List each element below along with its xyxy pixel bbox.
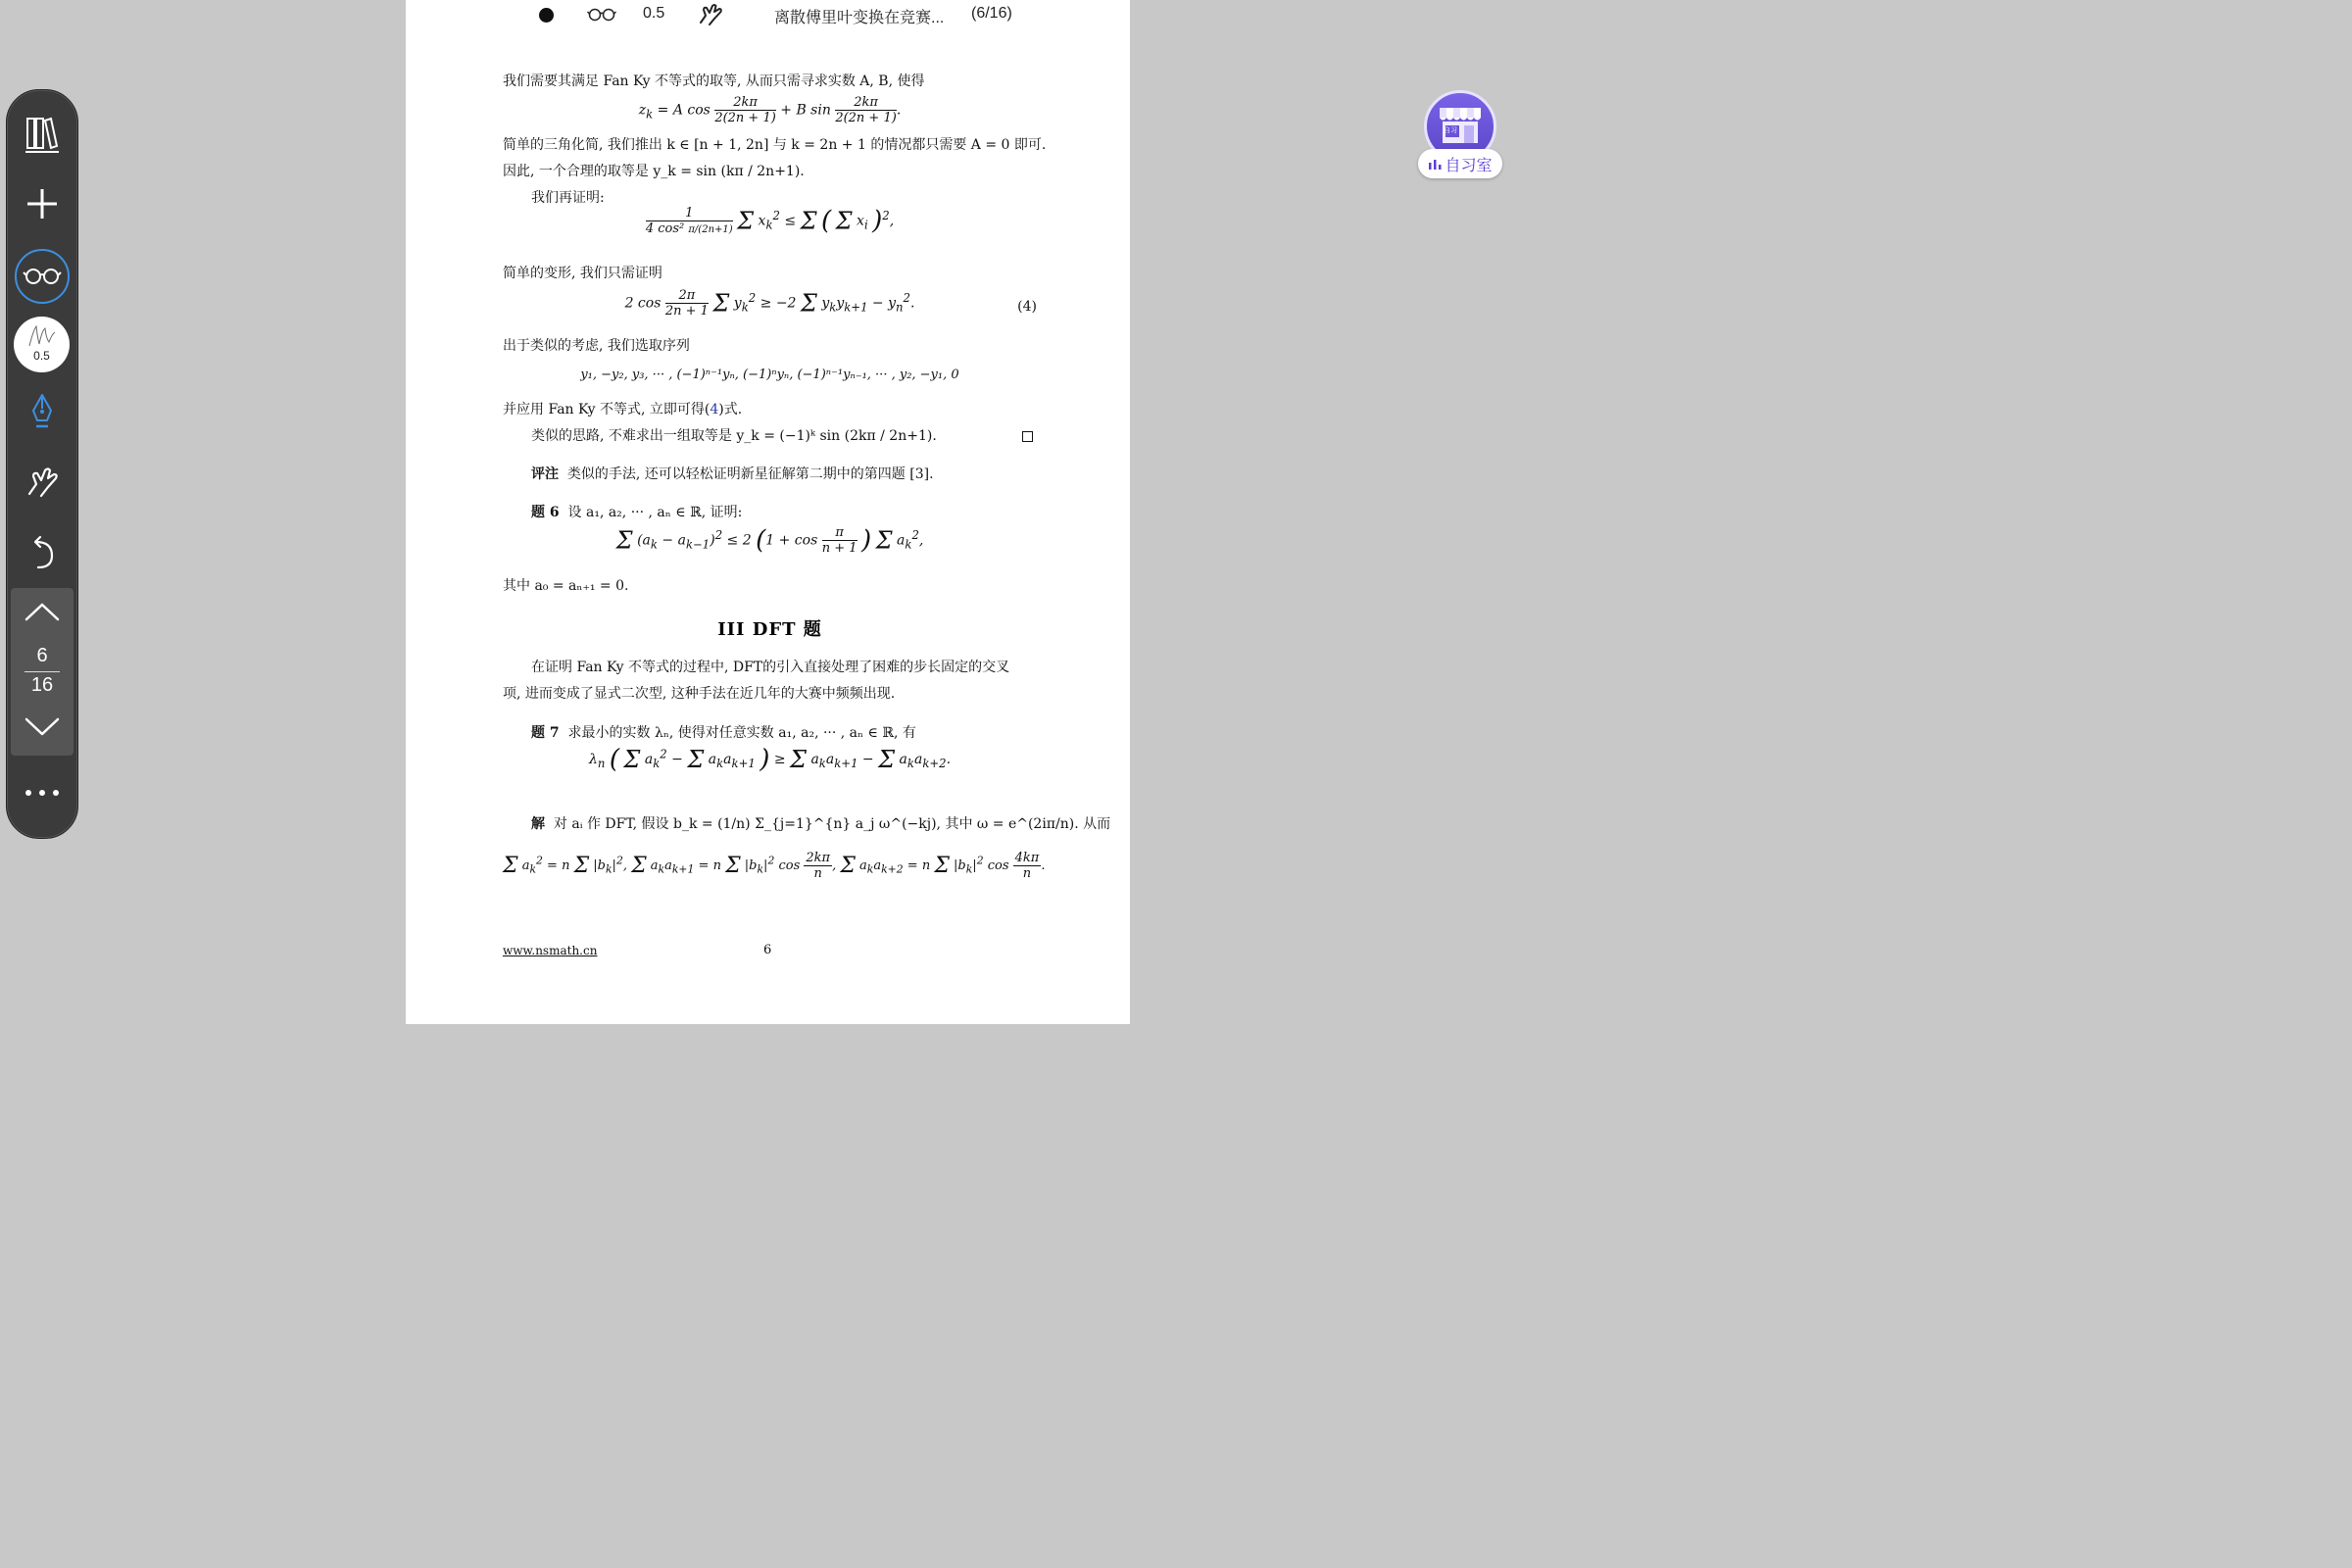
qed-symbol: [1022, 427, 1033, 446]
fountain-pen-icon: [29, 393, 55, 434]
footer-page-number: 6: [763, 943, 772, 957]
remark: 评注 类似的手法, 还可以轻松证明新星征解第二期中的第四题 [3].: [531, 466, 934, 482]
paragraph: 在证明 Fan Ky 不等式的过程中, DFT的引入直接处理了困难的步长固定的交叉: [531, 660, 1010, 675]
equation: Σ $a_k^2 = n$ Σ $|b_k|^2$, Σ $a_ka_{k+1} = n$ Σ $|b_k|^2$ cos $\frac{2k\pi}{n}$ , Σ $a_ka_{k+2} = n$ Σ $|b_k|^2$ cos $\frac{4k\pi}{n}$ .: [503, 851, 1046, 881]
left-toolbar: [6, 89, 78, 839]
page-up-button[interactable]: [24, 602, 60, 625]
paragraph: 类似的思路, 不难求出一组取等是 y_k = (−1)ᵏ sin (2kπ / 2n+1).: [531, 428, 937, 444]
paragraph: 简单的三角化简, 我们推出 k ∈ [n + 1, 2n] 与 k = 2n + 1 的情况都只需要 A = 0 即可.: [503, 137, 1047, 153]
more-button[interactable]: [7, 776, 77, 806]
total-pages: 16: [30, 674, 54, 696]
glasses-icon: [15, 249, 70, 304]
problem-7: 题 7 求最小的实数 λₙ, 使得对任意实数 a₁, a₂, ··· , aₙ ∈ ℝ, 有: [531, 725, 916, 741]
chevron-down-icon: [24, 722, 60, 741]
paragraph: 出于类似的考虑, 我们选取序列: [503, 338, 690, 354]
plus-icon: [25, 187, 59, 224]
equation: $z_k = A$ cos $\frac{2k\pi}{2(2n + 1)}$ + B sin $\frac{2k\pi}{2(2n + 1)}$ .: [638, 95, 902, 125]
study-room-badge: 自习: [1444, 127, 1457, 134]
equation: 2 cos $\frac{2\pi}{2n + 1}$ Σ $y_k^2 \ge -2$ Σ $y_ky_{k+1} - y_n^2$.: [624, 288, 915, 318]
document-title: 离散傅里叶变换在竞赛...: [774, 10, 945, 26]
solution-label: 解: [531, 816, 545, 832]
paragraph: 其中 a₀ = aₙ₊₁ = 0.: [503, 578, 629, 594]
bar-chart-icon: [1428, 155, 1442, 173]
section-heading: III DFT 题: [717, 619, 822, 640]
paragraph: 并应用 Fan Ky 不等式, 立即可得(4)式.: [503, 402, 743, 417]
library-button[interactable]: [7, 112, 77, 161]
paragraph: 因此, 一个合理的取等是 y_k = sin (kπ / 2n+1).: [503, 164, 805, 179]
paragraph: 简单的变形, 我们只需证明: [503, 266, 662, 281]
current-page: 6: [36, 645, 48, 666]
paragraph: 项, 进而变成了显式二次型, 这种手法在近几年的大赛中频频出现.: [503, 686, 896, 702]
problem-label: 题 6: [531, 505, 560, 520]
library-books-icon: [24, 115, 60, 158]
pen-width-button[interactable]: [14, 317, 70, 372]
more-dots-icon: [24, 782, 61, 801]
chevron-up-icon: [24, 607, 60, 625]
pen-tool-button[interactable]: [7, 390, 77, 437]
hand-tool-button[interactable]: [7, 463, 77, 506]
hand-pointer-icon: [25, 466, 59, 502]
undo-icon: [28, 534, 56, 573]
undo-button[interactable]: [7, 531, 77, 576]
page-indicator: (6/16): [971, 5, 1012, 22]
pen-width-label: 0.5: [33, 349, 50, 363]
footer-link[interactable]: www.nsmath.cn: [503, 944, 598, 957]
page-divider: [24, 671, 60, 672]
record-dot-icon[interactable]: [539, 8, 554, 23]
reading-mode-button[interactable]: [7, 249, 77, 304]
paragraph: 我们需要其满足 Fan Ky 不等式的取等, 从而只需寻求实数 A, B, 使得: [503, 74, 925, 89]
remark-label: 评注: [531, 466, 559, 482]
equation-reference-link[interactable]: 4: [710, 402, 719, 417]
page-navigator: [11, 588, 74, 756]
equation-number: (4): [1017, 299, 1037, 315]
solution: 解 对 aᵢ 作 DFT, 假设 b_k = (1/n) Σ_{j=1}^{n} a_j ω^(−kj), 其中 ω = e^(2iπ/n). 从而: [531, 816, 1111, 832]
equation: Σ $(a_k - a_{k-1})^2 \le 2$ (1 + cos $\frac{\pi}{n + 1}$ ) Σ $a_k^2$,: [615, 525, 924, 556]
equation: $\lambda_n$ ( Σ $a_k^2 - \Sigma$ $a_ka_{k+1}$ ) ≥ Σ $a_ka_{k+1} - \Sigma$ $a_ka_{k+2}$.: [588, 745, 952, 774]
hand-pointer-icon[interactable]: [698, 3, 723, 31]
page-down-button[interactable]: [24, 717, 60, 741]
signature-stroke-icon: [25, 322, 59, 350]
add-button[interactable]: [7, 180, 77, 231]
study-room-pill[interactable]: [1418, 149, 1502, 178]
equation: y₁, −y₂, y₃, ··· , (−1)ⁿ⁻¹yₙ, (−1)ⁿyₙ, (−1)ⁿ⁻¹yₙ₋₁, ··· , y₂, −y₁, 0: [580, 368, 959, 382]
zoom-level[interactable]: 0.5: [643, 5, 665, 22]
study-room-button[interactable]: [1418, 90, 1502, 180]
study-room-label: 自习室: [1445, 157, 1493, 174]
problem-6: 题 6 设 a₁, a₂, ··· , aₙ ∈ ℝ, 证明:: [531, 505, 743, 520]
problem-label: 题 7: [531, 725, 560, 741]
top-bar: [406, 0, 1130, 31]
glasses-icon[interactable]: [587, 6, 616, 28]
equation: $\frac{1}{\text{4 cos² π/(2n+1)}}$ Σ $x_k^2 \le \Sigma$ ( Σ $x_i$ )$^2$,: [645, 206, 895, 236]
pdf-page: [406, 0, 1130, 1024]
paragraph: 我们再证明:: [531, 190, 605, 206]
